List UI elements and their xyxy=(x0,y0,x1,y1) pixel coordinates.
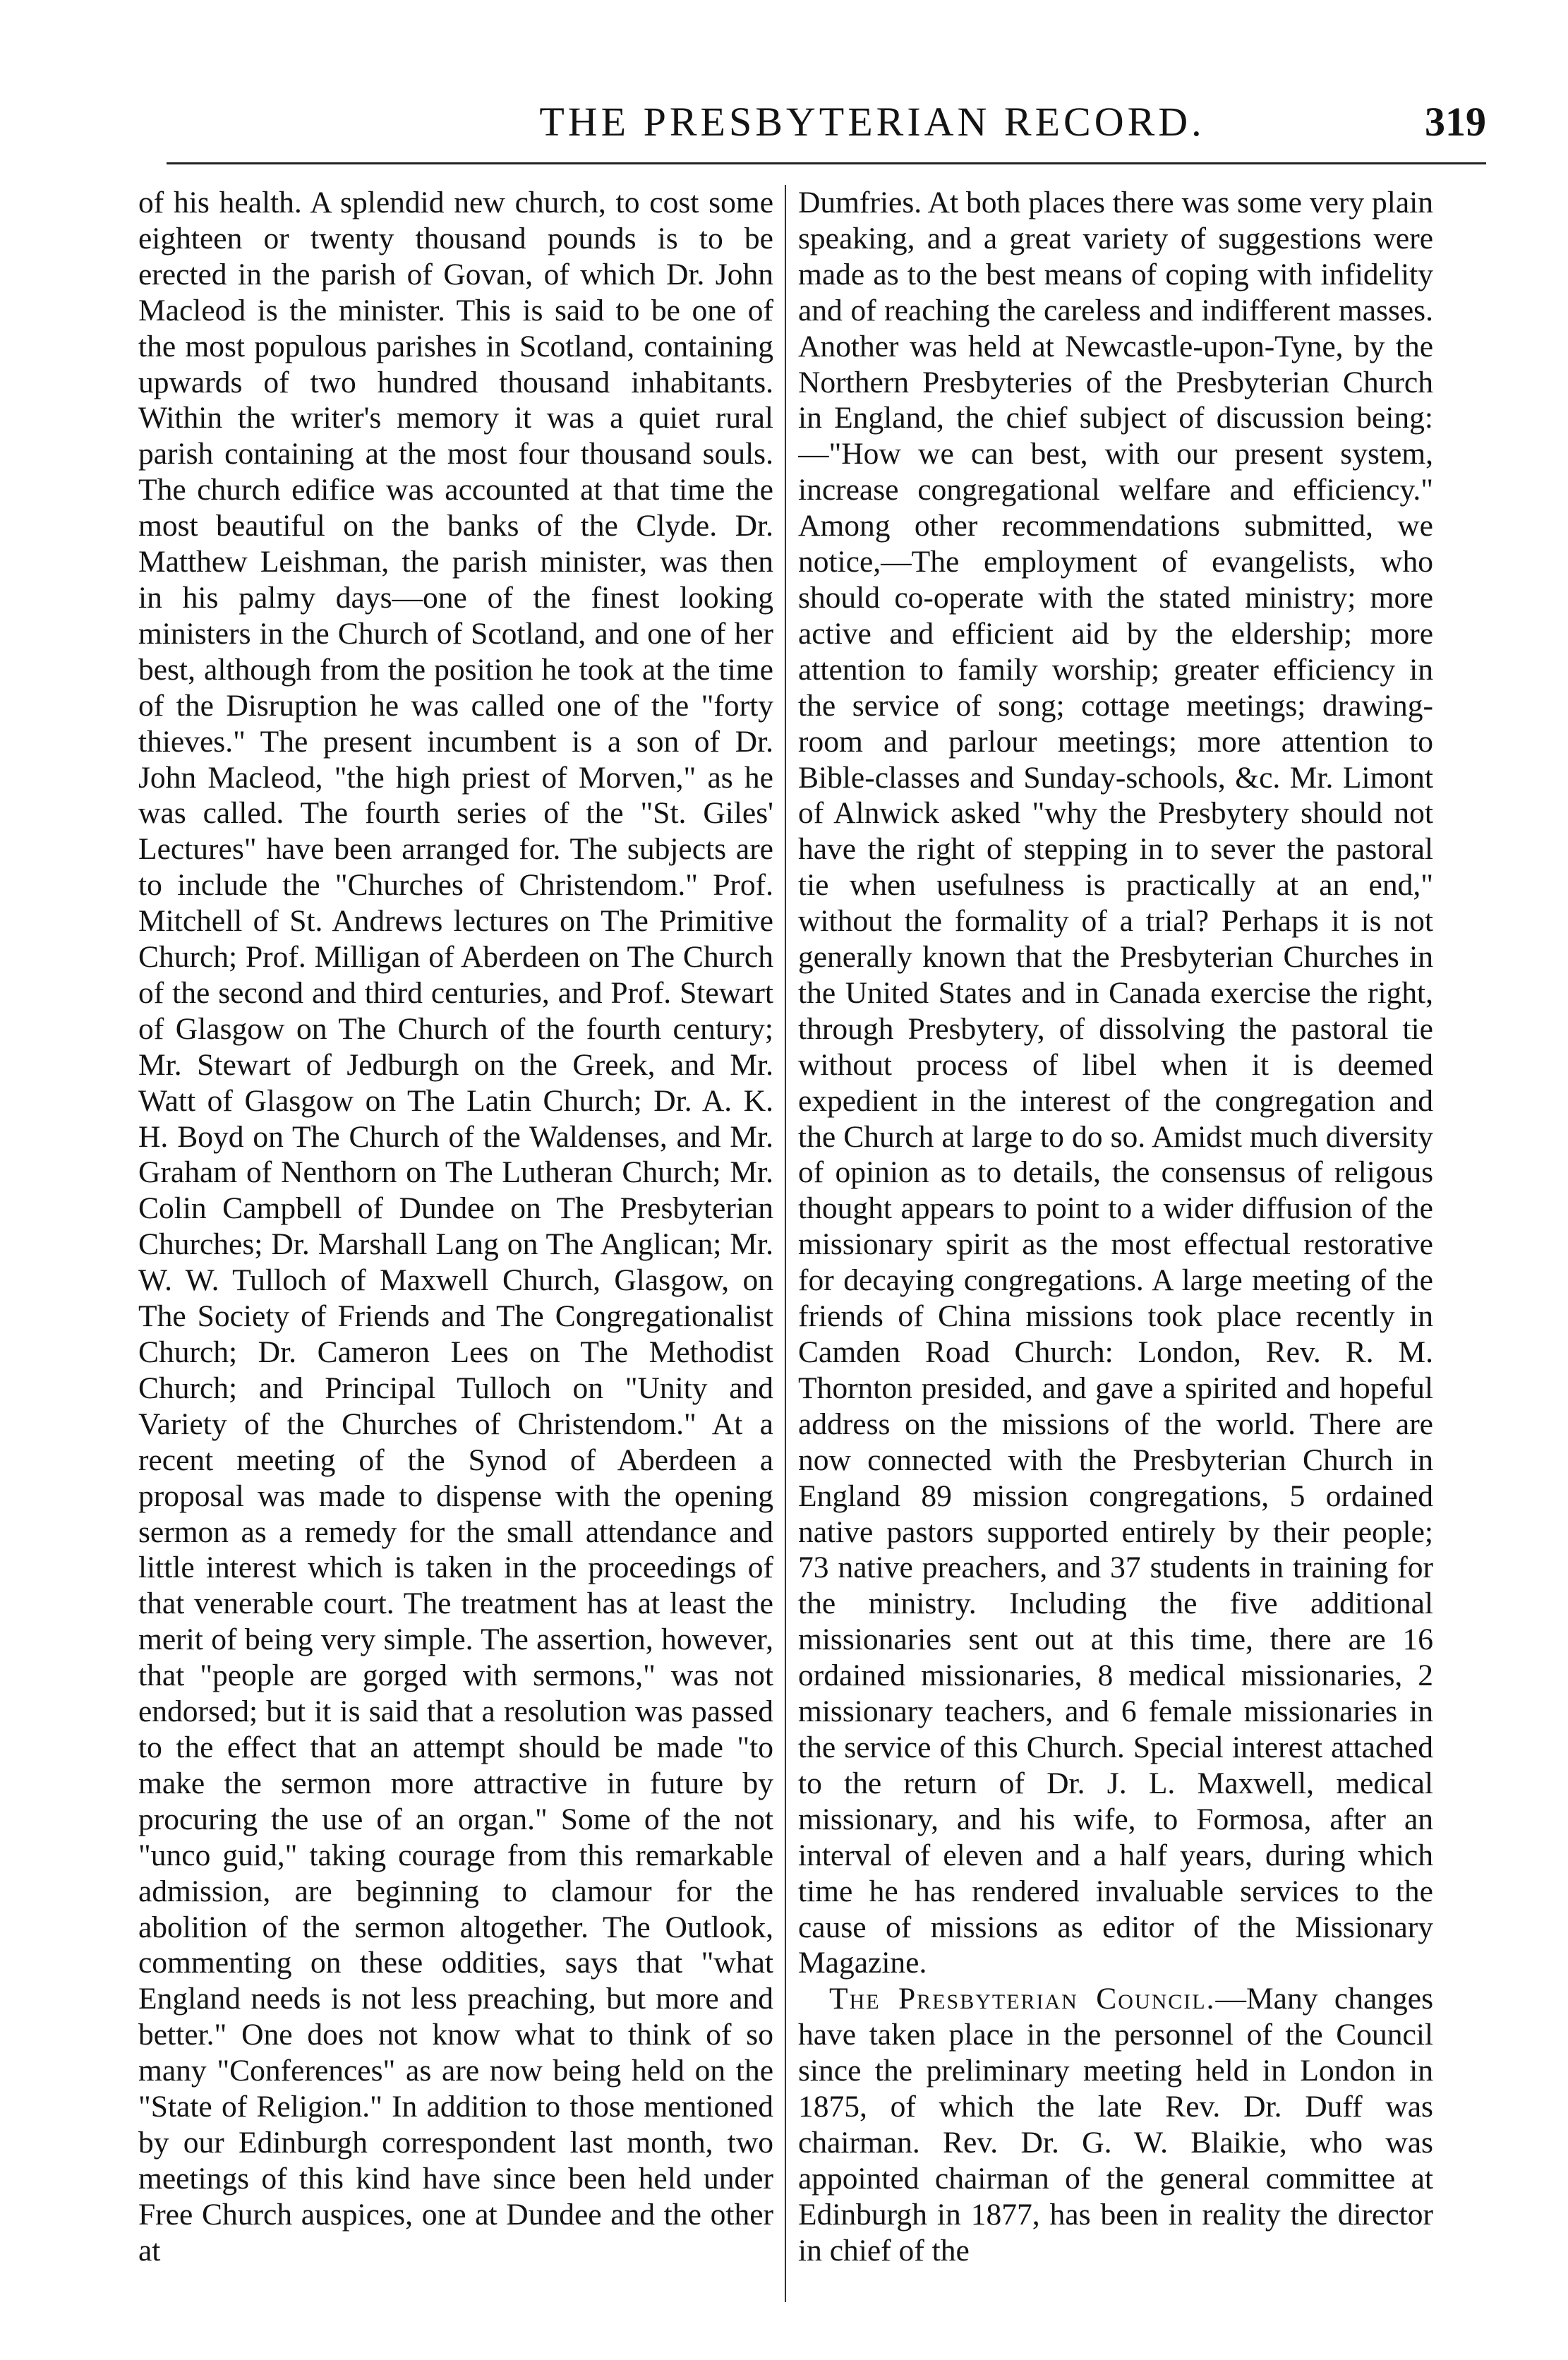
section-heading: The Presbyterian Council. xyxy=(829,1982,1216,2016)
left-column xyxy=(138,185,773,2309)
council-paragraph-text: —Many changes have taken place in the personnel of the Council since the preliminary meeting held in London in 1875, of which the late Rev. Dr. Duff was chairman. Rev. Dr. G. W. Blaikie, who was appointed chairman of the general committee at Edinburgh in 1877, has been in reality the director in chief of the xyxy=(798,1982,1433,2268)
left-column-text: of his health. A splendid new church, to cost some eighteen or twenty thousand pounds is to be erected in the parish of Govan, of which Dr. John Macleod is the minister. This is said to be one of the most populous parishes in Scotland, containing upwards of two hundred thousand inhabitants. Within the writer's memory it was a quiet rural parish containing at the most four thousand souls. The church edifice was accounted at that time the most beautiful on the banks of the Clyde. Dr. Matthew Leishman, the parish minister, was then in his palmy days—one of the finest looking ministers in the Church of Scotland, and one of her best, although from the position he took at the time of the Disruption he was called one of the "forty thieves." The present incumbent is a son of Dr. John Macleod, "the high priest of Morven," as he was called. The fourth series of the "St. Giles' Lectures" have been arranged for. The subjects are to include the "Churches of Christendom." Prof. Mitchell of St. Andrews lectures on The Primitive Church; Prof. Milligan of Aberdeen on The Church of the second and third centuries, and Prof. Stewart of Glasgow on The Church of the fourth century; Mr. Stewart of Jedburgh on the Greek, and Mr. Watt of Glasgow on The Latin Church; Dr. A. K. H. Boyd on The Church of the Waldenses, and Mr. Graham of Nenthorn on The Lutheran Church; Mr. Colin Campbell of Dundee on The Presbyterian Churches; Dr. Marshall Lang on The Anglican; Mr. W. W. Tulloch of Maxwell Church, Glasgow, on The Society of Friends and The Congregationalist Church; Dr. Cameron Lees on The Methodist Church; and Principal Tulloch on "Unity and Variety of the Churches of Christendom." At a recent meeting of the Synod of Aberdeen a proposal was made to dispense with the opening sermon as a remedy for the small attendance and little interest which is taken in the proceedings of that venerable court. The treatment has at least the merit of being very simple. The assertion, however, that "people are gorged with sermons," was not endorsed; but it is said that a resolution was passed to the effect that an attempt should be made "to make the sermon more attractive in future by procuring the use of an organ." Some of the not "unco guid," taking courage from this remarkable admission, are beginning to clamour for the abolition of the sermon altogether. The Outlook, commenting on these oddities, says that "what England needs is not less preaching, but more and better." One does not know what to think of so many "Conferences" as are now being held on the "State of Religion." In addition to those mentioned by our Edinburgh correspondent last month, two meetings of this kind have since been held under Free Church auspices, one at Dundee and the other at xyxy=(138,186,773,2268)
page-header xyxy=(167,90,1486,154)
right-column xyxy=(798,185,1433,2309)
right-column-text: Dumfries. At both places there was some very plain speaking, and a great variety of suggestions were made as to the best means of coping with infidelity and of reaching the careless and indifferent masses. Another was held at Newcastle-upon-Tyne, by the Northern Presbyteries of the Presbyterian Church in England, the chief subject of discussion being:—"How we can best, with our present system, increase congregational welfare and efficiency." Among other recommendations submitted, we notice,—The employment of evangelists, who should co-operate with the stated ministry; more active and efficient aid by the eldership; more attention to family worship; greater efficiency in the service of song; cottage meetings; drawing-room and parlour meetings; more attention to Bible-classes and Sunday-schools, &c. Mr. Limont of Alnwick asked "why the Presbytery should not have the right of stepping in to sever the pastoral tie when usefulness is practically at an end," without the formality of a trial? Perhaps it is not generally known that the Presbyterian Churches in the United States and in Canada exercise the right, through Presbytery, of dissolving the pastoral tie without process of libel when it is deemed expedient in the interest of the congregation and the Church at large to do so. Amidst much diversity of opinion as to details, the consensus of religous thought appears to point to a wider diffusion of the missionary spirit as the most effectual restorative for decaying congregations. A large meeting of the friends of China missions took place recently in Camden Road Church: London, Rev. R. M. Thornton presided, and gave a spirited and hopeful address on the missions of the world. There are now connected with the Presbyterian Church in England 89 mission congregations, 5 ordained native pastors supported entirely by their people; 73 native preachers, and 37 students in training for the ministry. Including the five additional missionaries sent out at this time, there are 16 ordained missionaries, 8 medical missionaries, 2 missionary teachers, and 6 female missionaries in the service of this Church. Special interest attached to the return of Dr. J. L. Maxwell, medical missionary, and his wife, to Formosa, after an interval of eleven and a half years, during which time he has rendered invaluable services to the cause of missions as editor of the Missionary Magazine. xyxy=(798,186,1433,1980)
council-paragraph xyxy=(798,1981,1433,2268)
page-number: 319 xyxy=(1425,99,1486,145)
running-title: THE PRESBYTERIAN RECORD. xyxy=(539,99,1205,145)
column-divider xyxy=(785,185,786,2302)
header-rule xyxy=(167,162,1486,164)
